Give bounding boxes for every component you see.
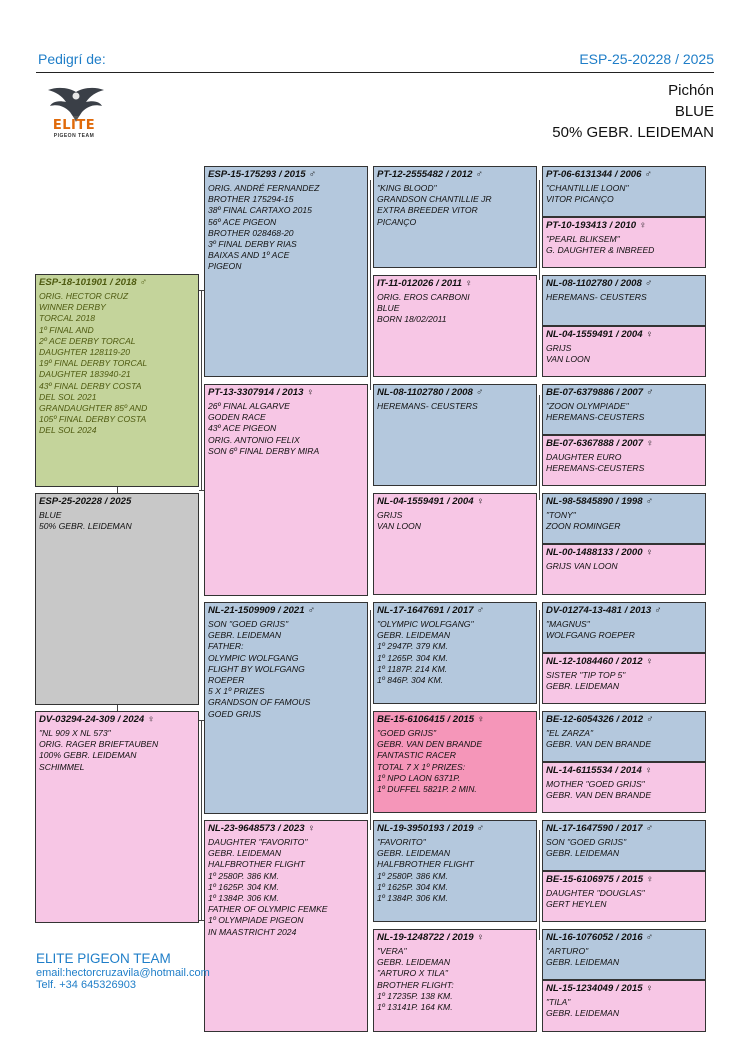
bird-description xyxy=(377,946,533,1013)
ring-number: NL-00-1488133 / 2000 ♀ xyxy=(546,547,653,558)
description-line: 1º 1265P. 304 KM. xyxy=(377,652,448,663)
description-line: DEL SOL 2021 xyxy=(39,391,97,402)
ring-number: ESP-15-175293 / 2015 ♂ xyxy=(208,169,316,180)
description-line: BAIXAS AND 1º ACE xyxy=(208,250,290,261)
description-line: SCHIMMEL xyxy=(39,761,85,772)
description-line: 1º 1625P. 304 KM. xyxy=(208,881,279,892)
description-line: OLYMPIC WOLFGANG xyxy=(208,652,299,663)
connector-line xyxy=(539,830,540,940)
description-line: "NL 909 X NL 573" xyxy=(39,728,111,738)
pedigree-box-g7 xyxy=(542,493,706,544)
description-line: G. DAUGHTER & INBREED xyxy=(546,245,655,256)
summary-strain: 50% GEBR. LEIDEMAN xyxy=(552,124,714,141)
description-line: HEREMANS- CEUSTERS xyxy=(546,292,647,302)
ring-number: BE-07-6367888 / 2007 ♀ xyxy=(546,438,653,449)
connector-line xyxy=(199,490,204,491)
description-line: GERT HEYLEN xyxy=(546,899,607,910)
ring-number: IT-11-012026 / 2011 ♀ xyxy=(377,278,472,289)
pedigree-box-dsd xyxy=(373,711,537,813)
description-line: ZOON ROMINGER xyxy=(546,521,621,532)
ring-number: NL-15-1234049 / 2015 ♀ xyxy=(546,983,653,994)
description-line: GRANDSON OF FAMOUS xyxy=(208,697,311,708)
description-line: 1º 1384P. 306 KM. xyxy=(208,893,279,904)
description-line: DAUGHTER "FAVORITO" xyxy=(208,837,308,847)
description-line: DEL SOL 2024 xyxy=(39,425,97,436)
connector-line xyxy=(201,290,202,490)
description-line: 100% GEBR. LEIDEMAN xyxy=(39,750,137,761)
description-line: GRIJS VAN LOON xyxy=(546,561,618,571)
description-line: GEBR. LEIDEMAN xyxy=(208,848,282,859)
description-line: GEBR. VAN DEN BRANDE xyxy=(546,790,652,801)
connector-line xyxy=(199,290,204,291)
connector-line xyxy=(117,705,118,711)
ring-number: NL-21-1509909 / 2021 ♂ xyxy=(208,605,315,616)
bird-description xyxy=(377,183,533,228)
description-line: IN MAASTRICHT 2024 xyxy=(208,926,297,937)
description-line: DAUGHTER 128119-20 xyxy=(39,347,131,358)
description-line: "GOED GRIJS" xyxy=(377,728,437,738)
pedigree-box-g13 xyxy=(542,820,706,871)
description-line: DAUGHTER 183940-21 xyxy=(39,369,131,380)
bird-description xyxy=(546,837,702,859)
ring-number: NL-19-1248722 / 2019 ♀ xyxy=(377,932,484,943)
description-line: TOTAL 7 X 1º PRIZES: xyxy=(377,761,466,772)
description-line: BLUE xyxy=(377,303,400,314)
description-line: GEBR. LEIDEMAN xyxy=(208,630,282,641)
pedigree-box-g3 xyxy=(542,275,706,326)
description-line: HEREMANS-CEUSTERS xyxy=(546,463,645,474)
description-line: 50% GEBR. LEIDEMAN xyxy=(39,521,132,532)
description-line: 1º 2947P. 379 KM. xyxy=(377,641,448,652)
description-line: ORIG. ANDRÉ FERNANDEZ xyxy=(208,183,320,193)
pedigree-box-g2 xyxy=(542,217,706,268)
description-line: "CHANTILLIE LOON" xyxy=(546,183,629,193)
pedigree-box-g16 xyxy=(542,980,706,1032)
bird-description xyxy=(546,779,702,801)
description-line: "MAGNUS" xyxy=(546,619,590,629)
description-line: "TONY" xyxy=(546,510,576,520)
description-line: 1º 17235P. 138 KM. xyxy=(377,990,453,1001)
footer-contact xyxy=(36,951,210,991)
description-line: ROEPER xyxy=(208,675,245,686)
description-line: VAN LOON xyxy=(546,354,590,365)
pedigree-box-g8 xyxy=(542,544,706,595)
ring-number: BE-15-6106415 / 2015 ♀ xyxy=(377,714,484,725)
description-line: FLIGHT BY WOLFGANG xyxy=(208,663,305,674)
description-line: MOTHER "GOED GRIJS" xyxy=(546,779,645,789)
description-line: 38º FINAL CARTAXO 2015 xyxy=(208,205,312,216)
connector-line xyxy=(539,395,540,500)
ring-number: NL-19-3950193 / 2019 ♂ xyxy=(377,823,484,834)
footer-team: ELITE PIGEON TEAM xyxy=(36,951,171,966)
description-line: VAN LOON xyxy=(377,521,421,532)
bird-description xyxy=(546,183,702,205)
pedigree-box-sds xyxy=(373,384,537,486)
description-line: FATHER OF OLYMPIC FEMKE xyxy=(208,904,328,915)
ring-number: BE-12-6054326 / 2012 ♂ xyxy=(546,714,653,725)
connector-line xyxy=(539,610,540,720)
ring-number: PT-13-3307914 / 2013 ♀ xyxy=(208,387,314,398)
pedigree-box-g1 xyxy=(542,166,706,217)
pedigree-box-g11 xyxy=(542,711,706,762)
description-line: GEBR. LEIDEMAN xyxy=(546,681,620,692)
bird-description xyxy=(208,837,364,938)
bird-description xyxy=(39,291,195,437)
description-line: 1º FINAL AND xyxy=(39,324,94,335)
pedigree-box-dam xyxy=(35,711,199,923)
pedigree-box-dds xyxy=(373,820,537,922)
description-line: "ARTURO X TILA" xyxy=(377,968,448,979)
ring-number: NL-12-1084460 / 2012 ♀ xyxy=(546,656,653,667)
bird-description xyxy=(546,510,702,532)
bird-description xyxy=(546,619,702,641)
pedigree-box-g14 xyxy=(542,871,706,922)
ring-number: NL-14-6115534 / 2014 ♀ xyxy=(546,765,652,776)
pedigree-box-ssd xyxy=(373,275,537,377)
description-line: 1º OLYMPIADE PIGEON xyxy=(208,915,304,926)
description-line: 1º 1187P. 214 KM. xyxy=(377,663,448,674)
ring-number: BE-07-6379886 / 2007 ♂ xyxy=(546,387,653,398)
connector-line xyxy=(199,920,204,921)
description-line: ORIG. RAGER BRIEFTAUBEN xyxy=(39,739,159,750)
description-line: 26º FINAL ALGARVE xyxy=(208,401,290,411)
description-line: SISTER "TIP TOP 5" xyxy=(546,670,626,680)
description-line: ORIG. ANTONIO FELIX xyxy=(208,434,300,445)
pedigree-box-dd xyxy=(204,820,368,1032)
ring-number: NL-08-1102780 / 2008 ♂ xyxy=(377,387,483,398)
logo-text: ELITE xyxy=(52,118,96,133)
description-line: 3º FINAL DERBY RIAS xyxy=(208,239,297,250)
description-line: BROTHER 028468-20 xyxy=(208,227,294,238)
connector-line xyxy=(201,720,202,920)
description-line: FATHER: xyxy=(208,641,244,652)
description-line: FANTASTIC RACER xyxy=(377,750,456,761)
bird-description xyxy=(546,888,702,910)
ring-number: BE-15-6106975 / 2015 ♀ xyxy=(546,874,653,885)
description-line: SON 6º FINAL DERBY MIRA xyxy=(208,445,320,456)
description-line: 43º FINAL DERBY COSTA xyxy=(39,380,142,391)
connector-line xyxy=(117,487,118,493)
summary-age: Pichón xyxy=(668,82,714,99)
description-line: 19º FINAL DERBY TORCAL xyxy=(39,358,148,369)
description-line: BROTHER 175294-15 xyxy=(208,194,294,205)
description-line: GEBR. LEIDEMAN xyxy=(546,1008,620,1019)
footer-phone: Telf. +34 645326903 xyxy=(36,979,137,991)
description-line: DAUGHTER "DOUGLAS" xyxy=(546,888,645,898)
pedigree-ring: ESP-25-20228 / 2025 xyxy=(579,51,714,67)
bird-description xyxy=(546,401,702,423)
ring-number: PT-12-2555482 / 2012 ♂ xyxy=(377,169,483,180)
pedigree-box-sire xyxy=(35,274,199,487)
description-line: "TILA" xyxy=(546,997,571,1007)
description-line: BORN 18/02/2011 xyxy=(377,314,447,325)
bird-description xyxy=(546,670,702,692)
description-line: BROTHER FLIGHT: xyxy=(377,979,454,990)
description-line: GEBR. LEIDEMAN xyxy=(377,957,451,968)
description-line: GEBR. LEIDEMAN xyxy=(377,848,451,859)
description-line: GRIJS xyxy=(546,343,572,353)
ring-number: DV-01274-13-481 / 2013 ♂ xyxy=(546,605,662,616)
description-line: WINNER DERBY xyxy=(39,302,106,313)
pedigree-box-g5 xyxy=(542,384,706,435)
pedigree-box-g6 xyxy=(542,435,706,486)
description-line: GEBR. LEIDEMAN xyxy=(377,630,451,641)
pedigree-box-sd xyxy=(204,384,368,596)
description-line: SON "GOED GRIJS" xyxy=(208,619,289,629)
bird-description xyxy=(546,452,702,474)
bird-description xyxy=(377,510,533,532)
description-line: EXTRA BREEDER VITOR xyxy=(377,205,478,216)
ring-number: PT-10-193413 / 2010 ♀ xyxy=(546,220,647,231)
header-divider xyxy=(36,72,714,73)
ring-number: NL-08-1102780 / 2008 ♂ xyxy=(546,278,652,289)
subject-summary xyxy=(552,80,714,143)
description-line: "VERA" xyxy=(377,946,407,956)
bird-description xyxy=(39,510,195,532)
bird-description xyxy=(546,292,702,303)
description-line: 1º 13141P. 164 KM. xyxy=(377,1002,453,1013)
pedigree-box-ss xyxy=(204,166,368,377)
description-line: BLUE xyxy=(39,510,62,520)
description-line: "OLYMPIC WOLFGANG" xyxy=(377,619,474,629)
bird-description xyxy=(208,619,364,720)
description-line: PICANÇO xyxy=(377,216,417,227)
description-line: "PEARL BLIKSEM" xyxy=(546,234,620,244)
ring-number: PT-06-6131344 / 2006 ♂ xyxy=(546,169,652,180)
description-line: 1º 1384P. 306 KM. xyxy=(377,893,448,904)
bird-description xyxy=(546,997,702,1019)
bird-description xyxy=(208,183,364,273)
description-line: 105º FINAL DERBY COSTA xyxy=(39,414,147,425)
description-line: ORIG. HECTOR CRUZ xyxy=(39,291,129,301)
description-line: GODEN RACE xyxy=(208,412,266,423)
description-line: 1º 2580P. 386 KM. xyxy=(208,870,279,881)
description-line: 56º ACE PIGEON xyxy=(208,216,277,227)
description-line: HALFBROTHER FLIGHT xyxy=(377,859,474,870)
description-line: GEBR. VAN DEN BRANDE xyxy=(377,739,483,750)
pedigree-label: Pedigrí de: xyxy=(38,51,106,67)
description-line: "ARTURO" xyxy=(546,946,589,956)
description-line: GEBR. LEIDEMAN xyxy=(546,957,620,968)
description-line: VITOR PICANÇO xyxy=(546,194,614,205)
ring-number: NL-17-1647691 / 2017 ♂ xyxy=(377,605,484,616)
ring-number: NL-17-1647590 / 2017 ♂ xyxy=(546,823,653,834)
description-line: HALFBROTHER FLIGHT xyxy=(208,859,305,870)
ring-number: NL-04-1559491 / 2004 ♀ xyxy=(546,329,653,340)
description-line: HEREMANS- CEUSTERS xyxy=(377,401,478,411)
bird-description xyxy=(377,728,533,795)
description-line: 1º 1625P. 304 KM. xyxy=(377,881,448,892)
ring-number: ESP-18-101901 / 2018 ♂ xyxy=(39,277,147,288)
description-line: 1º 846P. 304 KM. xyxy=(377,675,444,686)
description-line: DAUGHTER EURO xyxy=(546,452,622,462)
pedigree-box-g4 xyxy=(542,326,706,377)
pedigree-box-sdd xyxy=(373,493,537,595)
description-line: 1º DUFFEL 5821P. 2 MIN. xyxy=(377,784,477,795)
bird-description xyxy=(546,946,702,968)
pedigree-box-ddd xyxy=(373,929,537,1032)
pedigree-box-g15 xyxy=(542,929,706,980)
description-line: 2º ACE DERBY TORCAL xyxy=(39,335,136,346)
connector-line xyxy=(370,180,371,390)
ring-number: NL-98-5845890 / 1998 ♂ xyxy=(546,496,653,507)
description-line: 1º NPO LAON 6371P. xyxy=(377,772,461,783)
pedigree-box-ds xyxy=(204,602,368,814)
description-line: GRIJS xyxy=(377,510,403,520)
description-line: 1º 2580P. 386 KM. xyxy=(377,870,448,881)
ring-number: DV-03294-24-309 / 2024 ♀ xyxy=(39,714,155,725)
description-line: 43º ACE PIGEON xyxy=(208,423,277,434)
ring-number: ESP-25-20228 / 2025 xyxy=(39,496,132,507)
description-line: WOLFGANG ROEPER xyxy=(546,630,635,641)
ring-number: NL-16-1076052 / 2016 ♂ xyxy=(546,932,653,943)
ring-number: NL-23-9648573 / 2023 ♀ xyxy=(208,823,315,834)
connector-line xyxy=(199,720,204,721)
description-line: "EL ZARZA" xyxy=(546,728,594,738)
description-line: GEBR. LEIDEMAN xyxy=(546,848,620,859)
bird-description xyxy=(546,234,702,256)
description-line: TORCAL 2018 xyxy=(39,313,96,324)
ring-number: NL-04-1559491 / 2004 ♀ xyxy=(377,496,484,507)
description-line: HEREMANS-CEUSTERS xyxy=(546,412,645,423)
pedigree-box-g12 xyxy=(542,762,706,813)
description-line: GOED GRIJS xyxy=(208,708,262,719)
pedigree-box-g10 xyxy=(542,653,706,704)
description-line: GEBR. VAN DEN BRANDE xyxy=(546,739,652,750)
bird-description xyxy=(546,343,702,365)
bird-description xyxy=(208,401,364,457)
description-line: GRANDSON CHANTILLIE JR xyxy=(377,194,492,205)
description-line: "FAVORITO" xyxy=(377,837,426,847)
bird-description xyxy=(546,728,702,750)
bird-description xyxy=(39,728,195,773)
description-line: 5 X 1º PRIZES xyxy=(208,686,265,697)
description-line: "KING BLOOD" xyxy=(377,183,437,193)
logo-subtext: PIGEON TEAM xyxy=(53,133,95,139)
description-line: PIGEON xyxy=(208,261,242,272)
pedigree-box-sss xyxy=(373,166,537,268)
description-line: "ZOON OLYMPIADE" xyxy=(546,401,629,411)
summary-color: BLUE xyxy=(674,103,714,120)
bird-description xyxy=(546,561,702,572)
bird-description xyxy=(377,619,533,686)
bird-description xyxy=(377,292,533,326)
description-line: ORIG. EROS CARBONI xyxy=(377,292,470,302)
bird-description xyxy=(377,401,533,412)
description-line: SON "GOED GRIJS" xyxy=(546,837,627,847)
footer-email: email:hectorcruzavila@hotmail.com xyxy=(36,967,210,979)
description-line: GRANDAUGHTER 85º AND xyxy=(39,403,148,414)
connector-line xyxy=(370,610,371,830)
pedigree-box-subject xyxy=(35,493,199,705)
bird-description xyxy=(377,837,533,904)
connector-line xyxy=(539,180,540,280)
pedigree-box-g9 xyxy=(542,602,706,653)
pedigree-box-dss xyxy=(373,602,537,704)
